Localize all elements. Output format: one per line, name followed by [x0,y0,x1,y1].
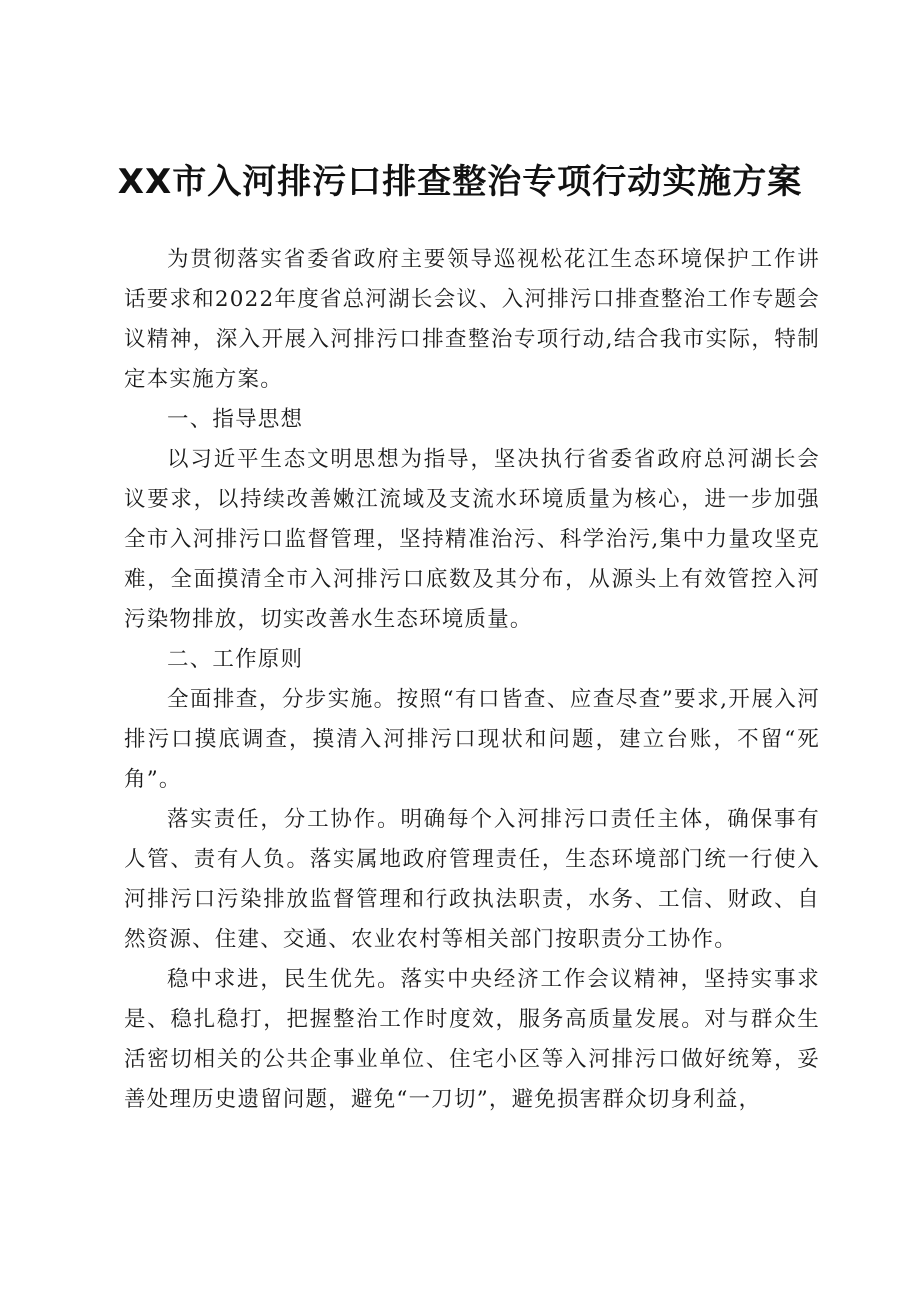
document-title: XX市入河排污口排查整治专项行动实施方案 [117,162,803,202]
section-heading-guiding-ideology: 一、指导思想 [167,407,304,432]
section-heading-work-principles: 二、工作原则 [167,647,304,672]
document-body [124,240,820,1120]
principle-paragraph-responsibility: 落实责任，分工协作。明确每个入河排污口责任主体，确保事有人管、责有人负。落实属地政府管理责任，生态环境部门统一行使入河排污口污染排放监督管理和行政执法职责，水务、工信、财政、自然资源、住建、交通、农业农村等相关部门按职责分工协作。 [124,807,820,952]
principle-paragraph-comprehensive-survey: 全面排查，分步实施。按照“有口皆查、应查尽查”要求,开展入河排污口摸底调查，摸清入河排污口现状和问题，建立台账，不留“死角”。 [124,687,820,792]
guiding-ideology-paragraph: 以习近平生态文明思想为指导，坚决执行省委省政府总河湖长会议要求，以持续改善嫩江流域及支流水环境质量为核心，进一步加强全市入河排污口监督管理，坚持精准治污、科学治污,集中力量攻坚克难，全面摸清全市入河排污口底数及其分布，从源头上有效管控入河污染物排放，切实改善水生态环境质量。 [124,447,820,632]
principle-paragraph-steady-progress: 稳中求进，民生优先。落实中央经济工作会议精神，坚持实事求是、稳扎稳打，把握整治工作时度效，服务高质量发展。对与群众生活密切相关的公共企事业单位、住宅小区等入河排污口做好统筹，妥善处理历史遗留问题，避免“一刀切”，避免损害群众切身利益， [124,967,820,1112]
intro-paragraph: 为贯彻落实省委省政府主要领导巡视松花江生态环境保护工作讲话要求和2022年度省总河湖长会议、入河排污口排查整治工作专题会议精神，深入开展入河排污口排查整治专项行动,结合我市实际，特制定本实施方案。 [124,247,820,392]
